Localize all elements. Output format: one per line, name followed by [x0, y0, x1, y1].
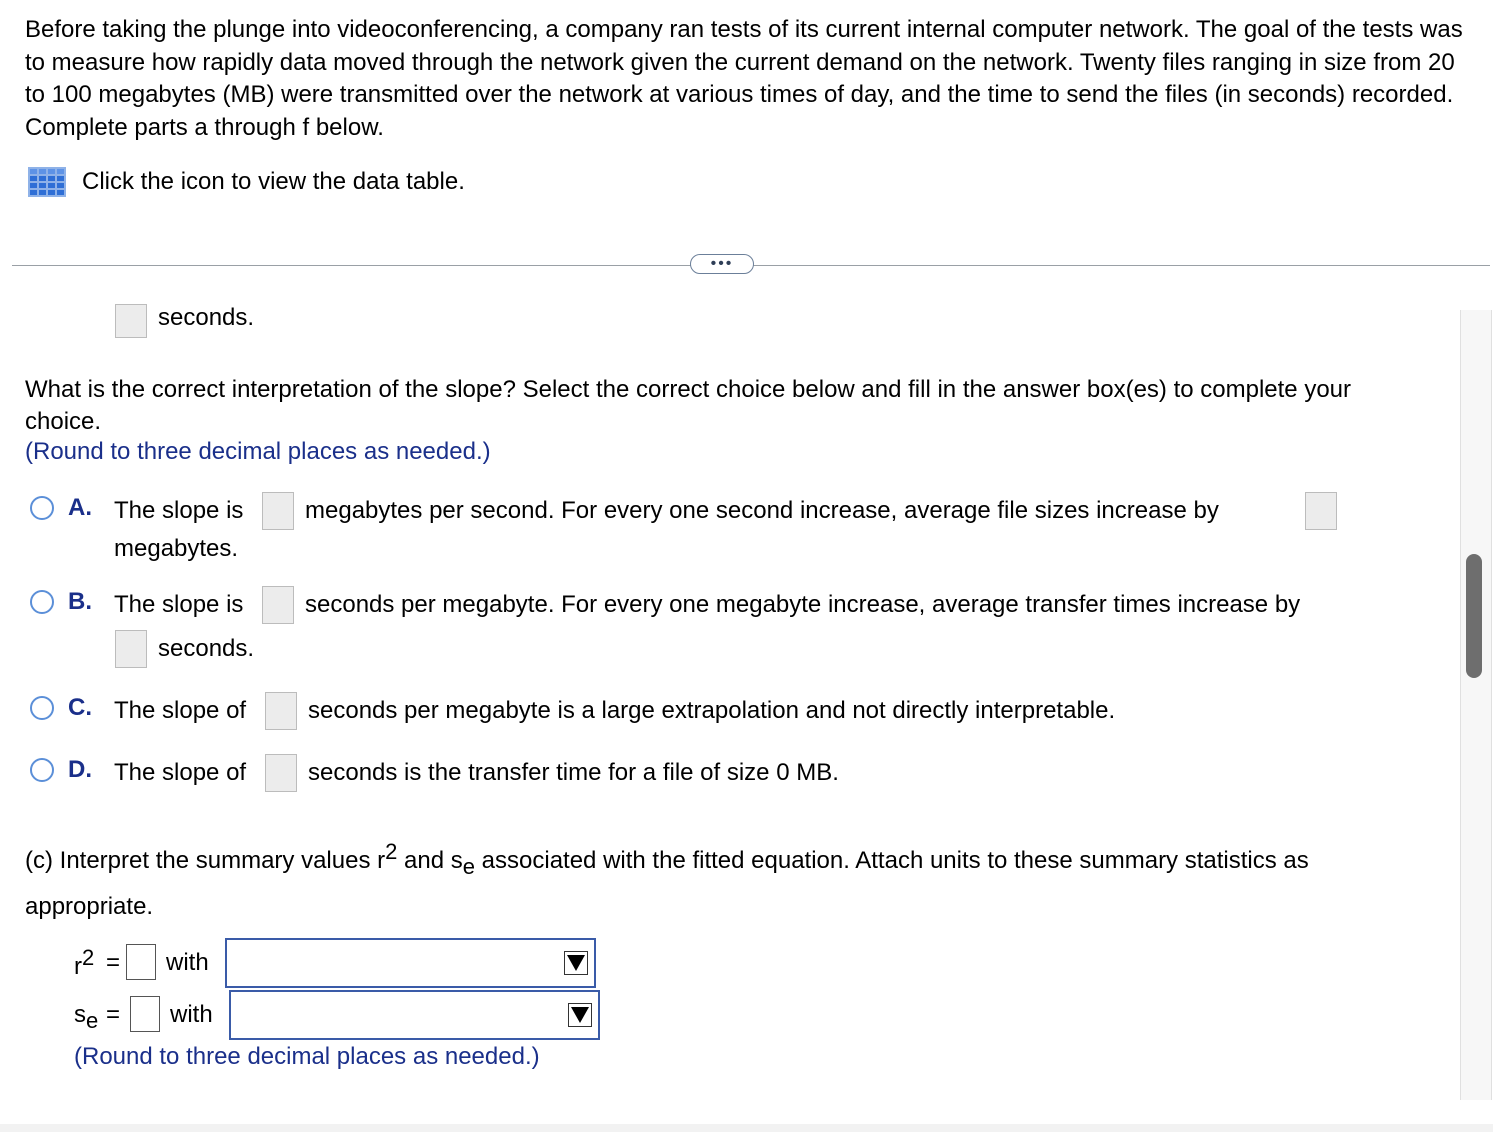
prev-answer-unit: seconds.: [158, 304, 255, 331]
choice-c-pre: The slope of: [114, 697, 247, 724]
r2-with: with: [166, 949, 209, 976]
problem-statement: Before taking the plunge into videoconferencing, a company ran tests of its current internal computer network. The goal of the tests was to measure how rapidly data moved through the network given the current demand on the network. Twenty files ranging in size from 20 to 100 megabytes (MB) were transmitted over the network at various times of day, and the time to send the files (in seconds) recorded. Complete parts a through f below.: [25, 16, 1463, 141]
se-with: with: [170, 1001, 213, 1028]
data-table-link-label: Click the icon to view the data table.: [82, 168, 465, 195]
choice-b-radio[interactable]: [30, 590, 54, 614]
scrollbar-track[interactable]: [1460, 310, 1492, 1100]
choice-a-increase-input[interactable]: [1305, 492, 1337, 530]
choice-b-mid: seconds per megabyte. For every one megabyte increase, average transfer times increase by: [305, 591, 1301, 618]
choice-a-radio[interactable]: [30, 496, 54, 520]
choice-c-letter: C.: [68, 694, 92, 721]
r2-label: $r^2$: [74, 945, 95, 980]
choice-a-slope-input[interactable]: [262, 492, 294, 530]
choice-b-letter: B.: [68, 588, 92, 615]
r2-dropdown-arrow-icon[interactable]: [564, 951, 588, 975]
choice-a-post: megabytes.: [114, 535, 239, 562]
part-c-rounding-hint: (Round to three decimal places as needed.): [74, 1043, 540, 1070]
prev-answer-box[interactable]: [115, 304, 147, 338]
se-input[interactable]: [130, 996, 160, 1032]
slope-question: What is the correct interpretation of the slope? Select the correct choice below and fill in the answer box(es) to complete your choice.: [25, 376, 1351, 435]
choice-d-radio[interactable]: [30, 758, 54, 782]
choice-a-letter: A.: [68, 494, 92, 521]
choice-c-slope-input[interactable]: [265, 692, 297, 730]
choice-d-pre: The slope of: [114, 759, 247, 786]
bottom-bar: [0, 1124, 1493, 1132]
data-table-icon[interactable]: [28, 167, 66, 197]
choice-d-letter: D.: [68, 756, 92, 783]
r2-equals: =: [106, 949, 121, 976]
choice-c-mid: seconds per megabyte is a large extrapolation and not directly interpretable.: [308, 697, 1116, 724]
choice-b-pre: The slope is: [114, 591, 244, 618]
choice-b-increase-input[interactable]: [115, 630, 147, 668]
rounding-hint: (Round to three decimal places as needed.): [25, 438, 491, 465]
r2-input[interactable]: [126, 944, 156, 980]
se-label: $s_e$: [74, 1001, 99, 1033]
se-equals: =: [106, 1001, 121, 1028]
se-dropdown-arrow-icon[interactable]: [568, 1003, 592, 1027]
choice-a-mid: megabytes per second. For every one second increase, average file sizes increase by: [305, 497, 1219, 524]
scrollbar-thumb[interactable]: [1466, 554, 1482, 678]
choice-d-slope-input[interactable]: [265, 754, 297, 792]
choice-a-pre: The slope is: [114, 497, 244, 524]
expand-more-button[interactable]: •••: [690, 254, 754, 274]
choice-c-radio[interactable]: [30, 696, 54, 720]
data-table-link[interactable]: [28, 166, 465, 198]
choice-b-post: seconds.: [158, 635, 255, 662]
choice-d-mid: seconds is the transfer time for a file of size 0 MB.: [308, 759, 839, 786]
se-interpretation-dropdown[interactable]: [229, 990, 600, 1040]
part-c-prompt: (c) Interpret the summary values $r^2$ and $s_e$ associated with the fitted equation. Attach units to these summary statistics as appropriate.: [25, 839, 1309, 920]
r2-interpretation-dropdown[interactable]: [225, 938, 596, 988]
choice-b-slope-input[interactable]: [262, 586, 294, 624]
